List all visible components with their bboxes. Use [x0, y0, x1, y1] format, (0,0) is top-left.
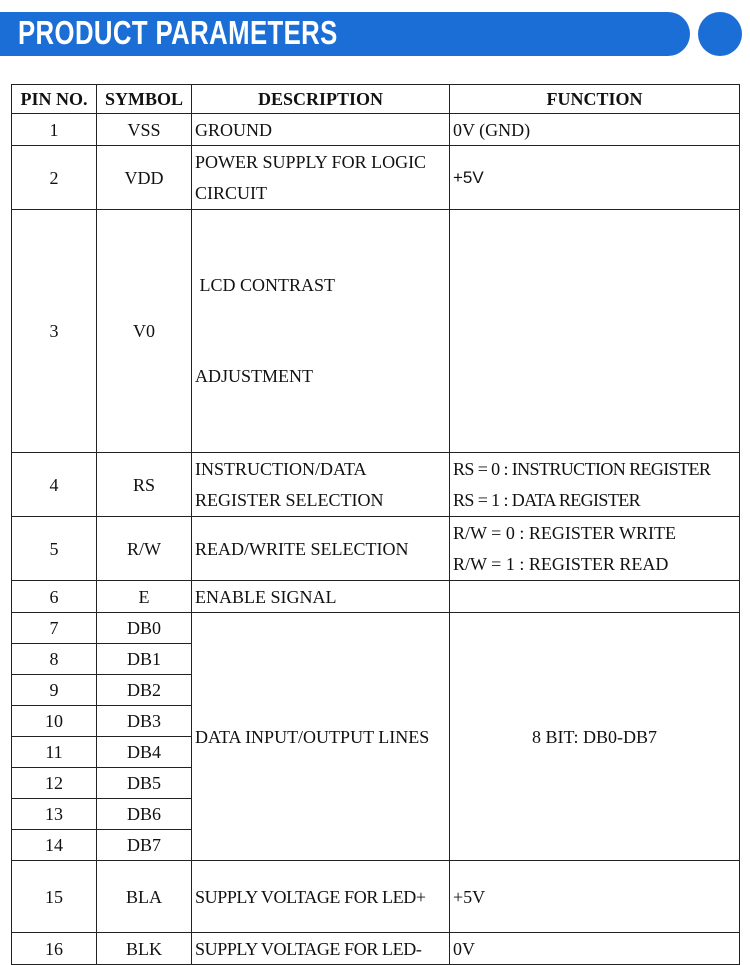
- pin-number: 7: [12, 613, 97, 644]
- table-row: [12, 453, 740, 517]
- pin-description: SUPPLY VOLTAGE FOR LED-: [192, 933, 450, 965]
- pin-symbol: E: [97, 581, 192, 613]
- pin-number: 4: [12, 453, 97, 517]
- header-function: FUNCTION: [450, 85, 740, 114]
- function-line: R/W = 0 : REGISTER WRITE: [453, 522, 676, 543]
- parameters-table: [11, 84, 740, 965]
- pin-number: 10: [12, 706, 97, 737]
- pin-symbol: DB0: [97, 613, 192, 644]
- function-line: RS = 0 : INSTRUCTION REGISTER: [453, 458, 711, 479]
- pin-number: 6: [12, 581, 97, 613]
- pin-symbol: DB2: [97, 675, 192, 706]
- pin-number: 11: [12, 737, 97, 768]
- pin-symbol: DB4: [97, 737, 192, 768]
- table-row: [12, 146, 740, 210]
- page-title: PRODUCT PARAMETERS: [18, 14, 338, 51]
- table-row: [12, 613, 740, 644]
- table-row: [12, 210, 740, 453]
- pin-symbol: VDD: [97, 146, 192, 210]
- description-line: LCD CONTRAST: [195, 275, 336, 295]
- pin-number: 3: [12, 210, 97, 453]
- pin-function: +5V: [450, 861, 740, 933]
- header-symbol: SYMBOL: [97, 85, 192, 114]
- data-lines-function: 8 BIT: DB0-DB7: [450, 613, 740, 861]
- table-row: [12, 861, 740, 933]
- table-row: [12, 581, 740, 613]
- data-lines-description: DATA INPUT/OUTPUT LINES: [192, 613, 450, 861]
- pin-number: 9: [12, 675, 97, 706]
- pin-symbol: RS: [97, 453, 192, 517]
- description-line: REGISTER SELECTION: [195, 489, 384, 510]
- pin-number: 15: [12, 861, 97, 933]
- description-line: INSTRUCTION/DATA: [195, 458, 367, 479]
- table-row: [12, 517, 740, 581]
- description-line: CIRCUIT: [195, 182, 267, 203]
- pin-function: [450, 517, 740, 581]
- pin-function: 0V (GND): [450, 114, 740, 146]
- pin-number: 2: [12, 146, 97, 210]
- pin-number: 16: [12, 933, 97, 965]
- pin-symbol: BLA: [97, 861, 192, 933]
- function-line: RS = 1 : DATA REGISTER: [453, 489, 641, 510]
- description-line: POWER SUPPLY FOR LOGIC: [195, 151, 427, 172]
- pin-symbol: DB1: [97, 644, 192, 675]
- pin-symbol: DB3: [97, 706, 192, 737]
- pin-description: SUPPLY VOLTAGE FOR LED+: [192, 861, 450, 933]
- function-line: R/W = 1 : REGISTER READ: [453, 553, 669, 574]
- header-description: DESCRIPTION: [192, 85, 450, 114]
- pin-symbol: R/W: [97, 517, 192, 581]
- pin-number: 8: [12, 644, 97, 675]
- pin-description: [192, 210, 450, 453]
- pin-description: ENABLE SIGNAL: [192, 581, 450, 613]
- table-row: [12, 114, 740, 146]
- pin-number: 5: [12, 517, 97, 581]
- pin-number: 1: [12, 114, 97, 146]
- title-banner: [0, 12, 690, 56]
- pin-description: GROUND: [192, 114, 450, 146]
- pin-symbol: DB6: [97, 799, 192, 830]
- pin-symbol: V0: [97, 210, 192, 453]
- pin-function: +5V: [450, 146, 740, 210]
- table-row: [12, 933, 740, 965]
- description-line: ADJUSTMENT: [195, 366, 314, 386]
- pin-description: [192, 453, 450, 517]
- pin-symbol: DB5: [97, 768, 192, 799]
- pin-number: 14: [12, 830, 97, 861]
- pin-symbol: VSS: [97, 114, 192, 146]
- table-header-row: [12, 85, 740, 114]
- header-pin-no: PIN NO.: [12, 85, 97, 114]
- decorative-circle: [698, 12, 742, 56]
- pin-description: READ/WRITE SELECTION: [192, 517, 450, 581]
- pin-number: 12: [12, 768, 97, 799]
- pin-number: 13: [12, 799, 97, 830]
- pin-function: [450, 581, 740, 613]
- pin-description: [192, 146, 450, 210]
- pin-symbol: BLK: [97, 933, 192, 965]
- pin-symbol: DB7: [97, 830, 192, 861]
- pin-function: [450, 210, 740, 453]
- pin-function: 0V: [450, 933, 740, 965]
- pin-function: [450, 453, 740, 517]
